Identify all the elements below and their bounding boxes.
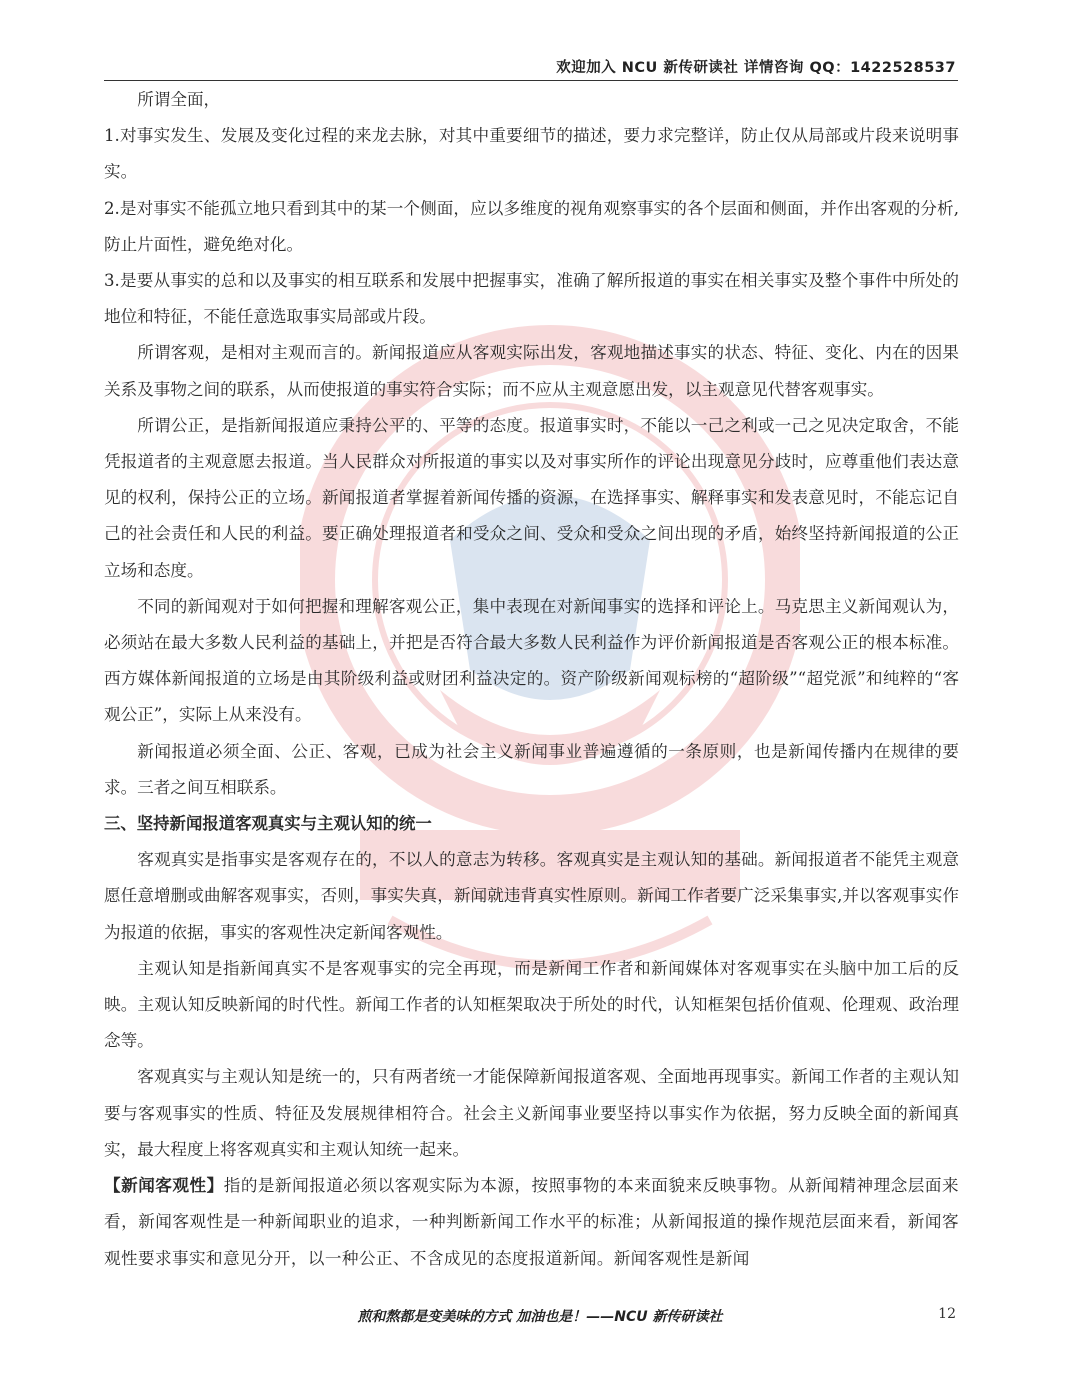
definition-term: 【新闻客观性】 xyxy=(104,1176,224,1196)
page-header: 欢迎加入 NCU 新传研读社 详情咨询 QQ：1422528537 xyxy=(556,60,956,76)
paragraph: 主观认知是指新闻真实不是客观事实的完全再现，而是新闻工作者和新闻媒体对客观事实在头脑中加工后的反映。主观认知反映新闻的时代性。新闻工作者的认知框架取决于所处的时代，认知框架包括价值观、伦理观、政治理念等。 xyxy=(104,958,959,1051)
paragraph: 所谓客观，是相对主观而言的。新闻报道应从客观实际出发，客观地描述事实的状态、特征、变化、内在的因果关系及事物之间的联系，从而使报道的事实符合实际；而不应从主观意愿出发，以主观意见代替客观事实。 xyxy=(104,343,959,399)
paragraph: 2.是对事实不能孤立地只看到其中的某一个侧面，应以多维度的视角观察事实的各个层面和侧面，并作出客观的分析,防止片面性，避免绝对化。 xyxy=(104,198,959,254)
body-text xyxy=(104,82,959,1277)
paragraph: 所谓公正，是指新闻报道应秉持公平的、平等的态度。报道事实时，不能以一己之利或一己之见决定取舍，不能凭报道者的主观意愿去报道。当人民群众对所报道的事实以及对事实所作的评论出现意见分歧时，应尊重他们表达意见的权利，保持公正的立场。新闻报道者掌握着新闻传播的资源，在选择事实、解释事实和发表意见时，不能忘记自己的社会责任和人民的利益。要正确处理报道者和受众之间、受众和受众之间出现的矛盾，始终坚持新闻报道的公正立场和态度。 xyxy=(104,415,959,580)
definition-paragraph xyxy=(104,1168,959,1277)
header-divider xyxy=(104,80,958,81)
paragraph: 客观真实与主观认知是统一的，只有两者统一才能保障新闻报道客观、全面地再现事实。新闻工作者的主观认知要与客观事实的性质、特征及发展规律相符合。社会主义新闻事业要坚持以事实作为依据，努力反映全面的新闻真实，最大程度上将客观真实和主观认知统一起来。 xyxy=(104,1067,959,1159)
section-heading: 三、坚持新闻报道客观真实与主观认知的统一 xyxy=(104,814,432,834)
paragraph: 不同的新闻观对于如何把握和理解客观公正，集中表现在对新闻事实的选择和评论上。马克思主义新闻观认为，必须站在最大多数人民利益的基础上，并把是否符合最大多数人民利益作为评价新闻报道是否客观公正的根本标准。西方媒体新闻报道的立场是由其阶级利益或财团利益决定的。资产阶级新闻观标榜的“超阶级”“超党派”和纯粹的“客观公正”，实际上从来没有。 xyxy=(104,596,959,725)
page-footer: 煎和熬都是变美味的方式 加油也是！——NCU 新传研读社 xyxy=(357,1309,723,1325)
paragraph: 新闻报道必须全面、公正、客观，已成为社会主义新闻事业普遍遵循的一条原则，也是新闻传播内在规律的要求。三者之间互相联系。 xyxy=(104,741,959,797)
page-number: 12 xyxy=(938,1306,956,1322)
paragraph: 所谓全面， xyxy=(137,90,221,109)
definition-text: 指的是新闻报道必须以客观实际为本源，按照事物的本来面貌来反映事物。从新闻精神理念层面来看，新闻客观性是一种新闻职业的追求，一种判断新闻工作水平的标准；从新闻报道的操作规范层面来看，新闻客观性要求事实和意见分开，以一种公正、不含成见的态度报道新闻。新闻客观性是新闻 xyxy=(104,1176,959,1268)
paragraph: 客观真实是指事实是客观存在的，不以人的意志为转移。客观真实是主观认知的基础。新闻报道者不能凭主观意愿任意增删或曲解客观事实，否则，事实失真，新闻就违背真实性原则。新闻工作者要广泛采集事实,并以客观事实作为报道的依据，事实的客观性决定新闻客观性。 xyxy=(104,850,959,942)
paragraph: 1.对事实发生、发展及变化过程的来龙去脉，对其中重要细节的描述，要力求完整详，防止仅从局部或片段来说明事实。 xyxy=(104,126,959,182)
paragraph: 3.是要从事实的总和以及事实的相互联系和发展中把握事实，准确了解所报道的事实在相关事实及整个事件中所处的地位和特征，不能任意选取事实局部或片段。 xyxy=(104,271,959,327)
